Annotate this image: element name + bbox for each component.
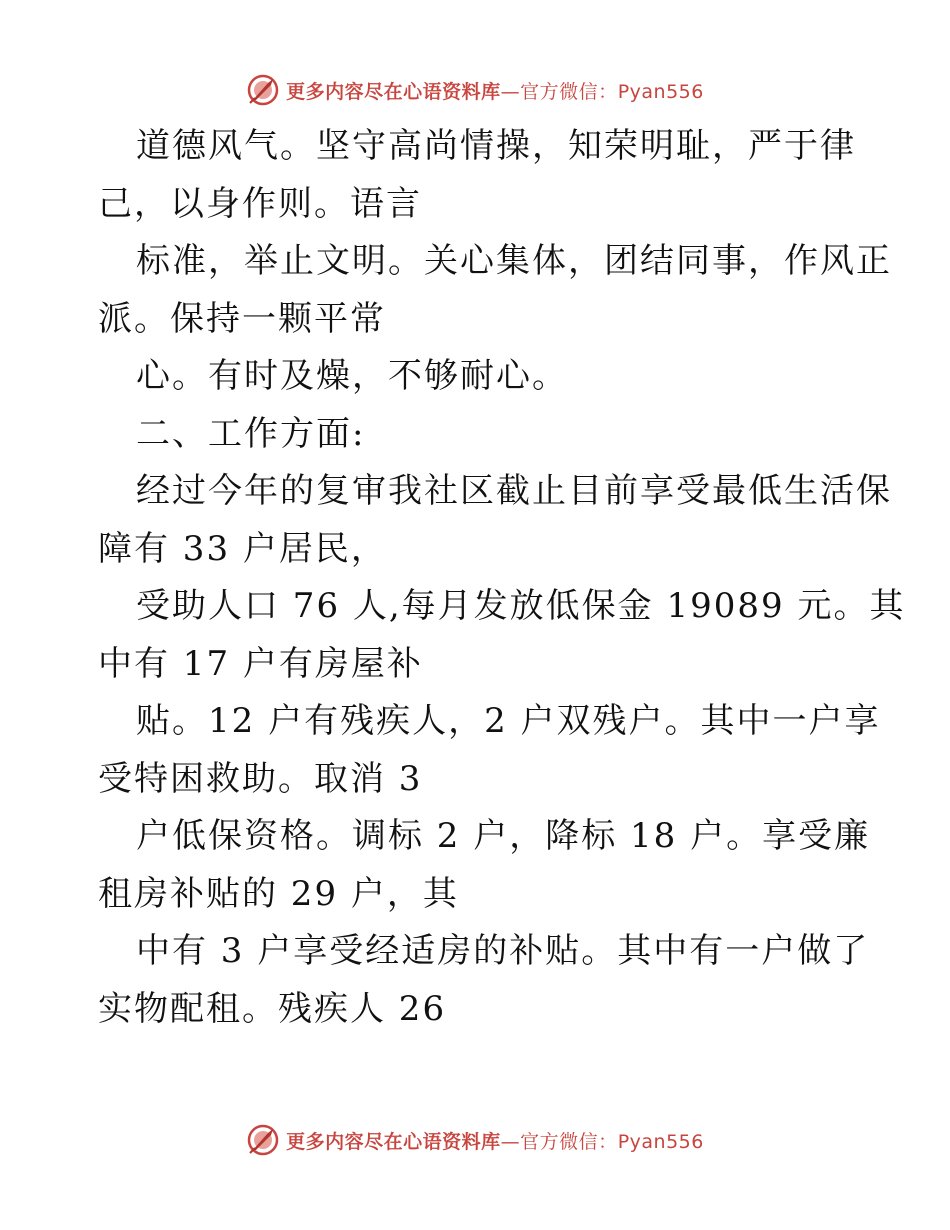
quill-logo-icon [246, 73, 280, 107]
header-banner-text [286, 77, 704, 104]
text-line: 标准，举止文明。关心集体，团结同事，作风正 [136, 241, 892, 281]
text-line: 贴。12 户有残疾人，2 户双残户。其中一户享 [136, 701, 881, 741]
text-line: 心。有时及燥，不够耐心。 [136, 356, 568, 396]
text-line: 受特困救助。取消 3 [98, 758, 423, 799]
text-line: 道德风气。坚守高尚情操，知荣明耻，严于律 [136, 126, 856, 166]
header-sep: — [500, 80, 521, 103]
text-line: 中有 3 户享受经适房的补贴。其中有一户做了 [136, 931, 870, 971]
footer-banner [0, 1120, 950, 1160]
document-body [98, 118, 906, 1038]
header-banner [0, 70, 950, 110]
header-brand: 更多内容尽在心语资料库 [286, 80, 501, 103]
footer-brand: 更多内容尽在心语资料库 [286, 1130, 501, 1153]
text-line: 经过今年的复审我社区截止目前享受最低生活保 [136, 471, 892, 511]
text-line: 中有 17 户有房屋补 [98, 643, 423, 684]
text-line: 受助人口 76 人,每月发放低保金 19089 元。其 [136, 586, 906, 626]
footer-wechat-id: Pyan556 [617, 1130, 704, 1153]
footer-wechat-label: 官方微信： [520, 1130, 618, 1153]
text-line: 实物配租。残疾人 26 [98, 988, 447, 1029]
text-line: 租房补贴的 29 户，其 [98, 873, 459, 914]
header-wechat-label: 官方微信： [520, 80, 618, 103]
quill-logo-icon [246, 1123, 280, 1157]
text-line: 己，以身作则。语言 [98, 183, 422, 224]
text-line: 户低保资格。调标 2 户，降标 18 户。享受廉 [136, 816, 871, 856]
text-line: 障有 33 户居民， [98, 528, 387, 569]
footer-banner-text [286, 1127, 704, 1154]
footer-sep: — [500, 1130, 521, 1153]
text-line: 派。保持一颗平常 [98, 298, 386, 339]
section-heading: 二、工作方面: [136, 413, 366, 454]
header-wechat-id: Pyan556 [617, 80, 704, 103]
